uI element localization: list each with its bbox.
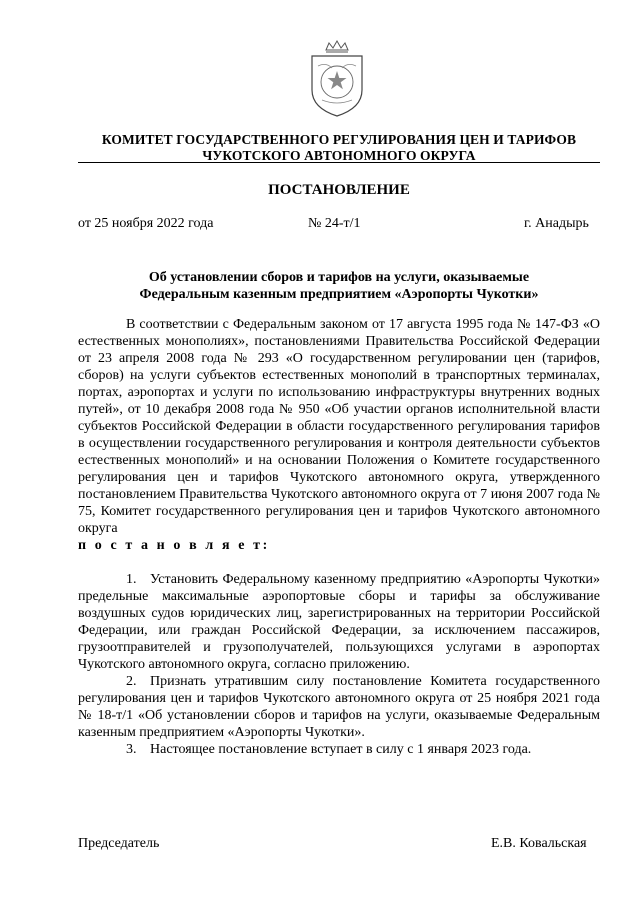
item-number: 3.: [126, 742, 137, 757]
preamble-paragraph: В соответствии с Федеральным законом от 17 августа 1995 года № 147-ФЗ «О естественных монополиях», постановлениями Правительства Российской Федерации от 23 апреля 2008 года № 293 «О государственном регулировании цен (тарифов, сборов) на услуги субъектов естественных монополий в транспортных терминалах, портах, аэропортах и услуги по использованию инфраструктуры внутренних водных путей», от 10 декабря 2008 года № 950 «Об участии органов исполнительной власти субъектов Российской Федерации в области государственного регулирования тарифов в осуществлении государственного регулирования и контроля деятельности субъектов естественных монополий» и на основании Положения о Комитете государственного регулирования цен и тарифов Чукотского автономного округа, утвержденного постановлением Правительства Чукотского автономного округа от 7 июня 2007 года № 75, Комитет государственного регулирования цен и тарифов Чукотского автономного округа: [78, 317, 600, 536]
title-line-2: Федеральным казенным предприятием «Аэропорты Чукотки»: [139, 287, 539, 302]
committee-line-2: ЧУКОТСКОГО АВТОНОМНОГО ОКРУГА: [202, 148, 476, 163]
header-divider: [78, 162, 600, 163]
document-body: [78, 316, 600, 758]
decree-word: п о с т а н о в л я е т:: [78, 538, 270, 553]
item-text: Установить Федеральному казенному предприятию «Аэропорты Чукотки» предельные максимальные аэропортовые сборы и тарифы за обслуживание воздушных судов юридических лиц, зарегистрированных на территории Российской Федерации, или граждан Российской Федерации, за исключением пассажиров, грузоотправителей и грузополучателей, пользующихся услугами в аэропортах Чукотского автономного округа, согласно приложению.: [78, 572, 600, 672]
list-item: [78, 571, 600, 673]
document-date: от 25 ноября 2022 года: [78, 216, 214, 231]
document-city: г. Анадырь: [524, 216, 589, 231]
coat-of-arms-icon: [302, 38, 372, 118]
signatory-position: Председатель: [78, 836, 160, 851]
list-item: [78, 741, 600, 758]
document-number: № 24-т/1: [308, 216, 361, 231]
document-type: ПОСТАНОВЛЕНИЕ: [268, 182, 410, 198]
item-number: 1.: [126, 572, 137, 587]
item-text: Признать утратившим силу постановление Комитета государственного регулирования цен и тарифов Чукотского автономного округа от 25 ноября 2021 года № 18-т/1 «Об установлении сборов и тарифов на услуги, оказываемые Федеральным казенным предприятием «Аэропорты Чукотки».: [78, 674, 600, 740]
item-text: Настоящее постановление вступает в силу с 1 января 2023 года.: [150, 742, 532, 757]
title-line-1: Об установлении сборов и тарифов на услуги, оказываемые: [148, 270, 530, 285]
list-item: [78, 673, 600, 741]
signatory-name: Е.В. Ковальская: [491, 836, 587, 851]
committee-line-1: КОМИТЕТ ГОСУДАРСТВЕННОГО РЕГУЛИРОВАНИЯ ЦЕН И ТАРИФОВ: [101, 132, 577, 147]
document-title: [78, 269, 600, 303]
item-number: 2.: [126, 674, 137, 689]
committee-name: [78, 132, 600, 164]
